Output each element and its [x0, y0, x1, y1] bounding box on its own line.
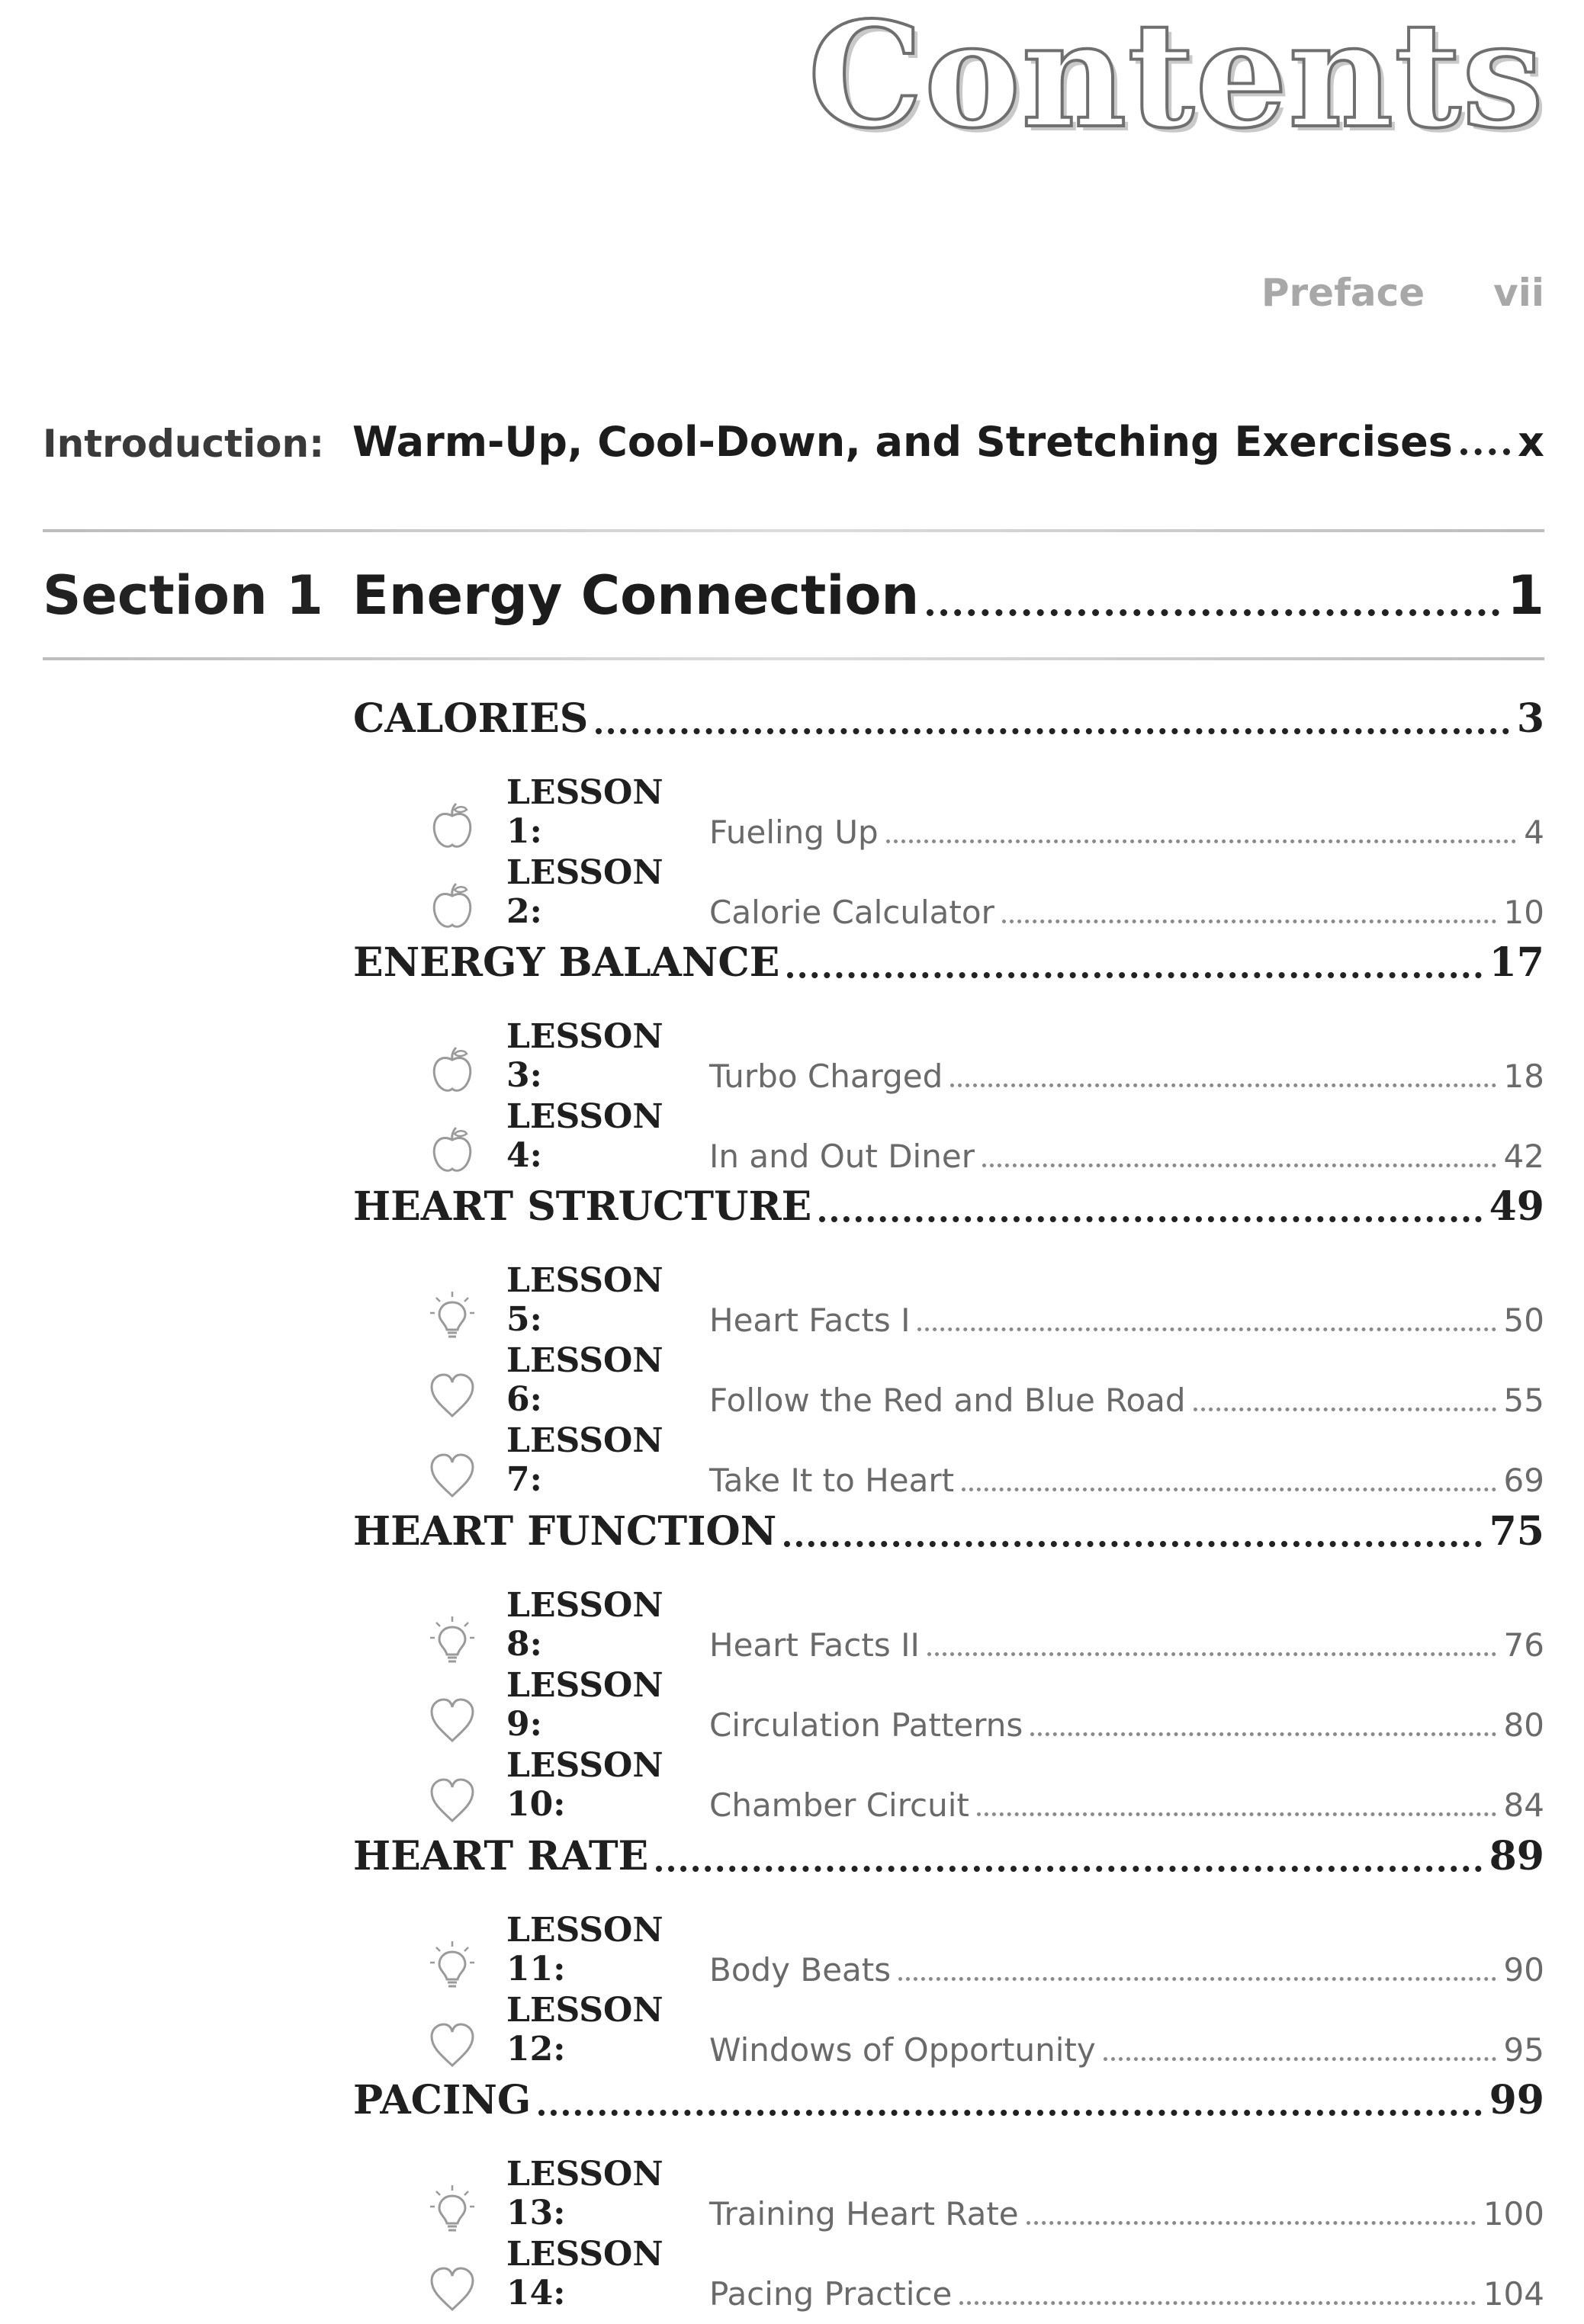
dot-leader: [819, 1216, 1481, 1222]
lesson-page: 100: [1483, 2195, 1544, 2233]
dot-leader: [982, 1164, 1496, 1167]
lesson-page: 10: [1503, 894, 1544, 931]
lesson-title: Calorie Calculator: [709, 894, 994, 931]
lesson-label: LESSON 1:: [506, 773, 663, 851]
lesson-label: LESSON 14:: [506, 2235, 663, 2313]
lesson-entry[interactable]: [427, 1261, 1544, 1339]
apple-icon: [426, 1045, 479, 1098]
lesson-title: Circulation Patterns: [709, 1706, 1023, 1744]
lesson-page: 42: [1503, 1138, 1544, 1175]
lesson-entry[interactable]: [427, 1421, 1544, 1499]
lesson-entry[interactable]: [427, 1911, 1544, 1989]
lesson-label: LESSON 4:: [506, 1097, 663, 1175]
dot-leader: [962, 1488, 1496, 1491]
lesson-entry[interactable]: [427, 1097, 1544, 1175]
topic-page: 89: [1489, 1833, 1544, 1879]
dot-leader: [950, 1083, 1496, 1087]
lesson-label: LESSON 12:: [506, 1991, 663, 2069]
divider-rule: [43, 529, 1544, 532]
dot-leader: [656, 1866, 1481, 1872]
section-entry[interactable]: [43, 564, 1544, 627]
topic-entry[interactable]: [353, 1508, 1544, 1555]
heart-icon: [426, 1693, 479, 1747]
dot-leader: [1194, 1408, 1496, 1411]
lesson-title: Pacing Practice: [709, 2275, 953, 2313]
lesson-page: 4: [1524, 814, 1544, 851]
heart-icon: [426, 1773, 479, 1827]
dot-leader: [977, 1812, 1496, 1816]
lesson-label: LESSON 5:: [506, 1261, 663, 1339]
lightbulb-icon: [426, 2182, 479, 2236]
topic-page: 3: [1516, 695, 1544, 742]
introduction-page: x: [1518, 418, 1544, 466]
lesson-label: LESSON 10:: [506, 1746, 663, 1824]
lesson-title: Chamber Circuit: [709, 1786, 969, 1824]
lesson-page: 104: [1483, 2275, 1544, 2313]
topic-page: 17: [1489, 939, 1544, 986]
lesson-entry[interactable]: [427, 1991, 1544, 2069]
topic-title: HEART STRUCTURE: [353, 1183, 812, 1230]
lesson-entry[interactable]: [427, 2235, 1544, 2313]
lesson-title: Training Heart Rate: [709, 2195, 1019, 2233]
lesson-label: LESSON 7:: [506, 1421, 663, 1499]
lesson-title: Follow the Red and Blue Road: [709, 1382, 1186, 1419]
topic-page: 75: [1489, 1508, 1544, 1555]
dot-leader: [784, 1541, 1481, 1547]
lesson-page: 18: [1503, 1058, 1544, 1095]
dot-leader: [1030, 1732, 1496, 1736]
lesson-title: Turbo Charged: [709, 1058, 943, 1095]
preface-page: vii: [1493, 271, 1544, 315]
lesson-entry[interactable]: [427, 853, 1544, 931]
lesson-page: 80: [1503, 1706, 1544, 1744]
lesson-title: Take It to Heart: [709, 1462, 955, 1499]
lesson-page: 69: [1503, 1462, 1544, 1499]
preface-label: Preface: [1261, 271, 1425, 315]
dot-leader: [959, 2301, 1476, 2305]
dot-leader: [1460, 448, 1510, 455]
dot-leader: [927, 609, 1499, 616]
lesson-title: Body Beats: [709, 1951, 892, 1989]
lesson-title: In and Out Diner: [709, 1138, 975, 1175]
introduction-label: Introduction:: [43, 422, 325, 466]
heart-icon: [426, 2262, 479, 2316]
lesson-entry[interactable]: [427, 1017, 1544, 1095]
introduction-entry[interactable]: [43, 418, 1544, 466]
topic-page: 99: [1489, 2077, 1544, 2123]
preface-entry[interactable]: [1261, 271, 1544, 315]
topic-entry[interactable]: [353, 1833, 1544, 1879]
introduction-title: Warm-Up, Cool-Down, and Stretching Exercises: [352, 418, 1453, 466]
heart-icon: [426, 1369, 479, 1422]
dot-leader: [927, 1652, 1496, 1656]
lesson-label: LESSON 2:: [506, 853, 663, 931]
topic-title: ENERGY BALANCE: [353, 939, 780, 986]
dot-leader: [538, 2110, 1481, 2116]
lesson-title: Windows of Opportunity: [709, 2031, 1096, 2069]
lightbulb-icon: [426, 1938, 479, 1992]
topic-entry[interactable]: [353, 939, 1544, 986]
dot-leader: [898, 1977, 1496, 1981]
lesson-entry[interactable]: [427, 1341, 1544, 1419]
topic-entry[interactable]: [353, 695, 1544, 742]
dot-leader: [787, 972, 1481, 978]
lesson-title: Heart Facts II: [709, 1626, 920, 1664]
heart-icon: [426, 1449, 479, 1502]
lesson-page: 76: [1503, 1626, 1544, 1664]
lightbulb-icon: [426, 1613, 479, 1667]
dot-leader: [917, 1327, 1496, 1331]
apple-icon: [426, 1125, 479, 1178]
lesson-label: LESSON 3:: [506, 1017, 663, 1095]
lesson-label: LESSON 13:: [506, 2155, 663, 2233]
topic-entry[interactable]: [353, 1183, 1544, 1230]
divider-rule: [43, 657, 1544, 660]
heart-icon: [426, 2018, 479, 2072]
lesson-page: 95: [1503, 2031, 1544, 2069]
topic-title: CALORIES: [353, 695, 589, 742]
dot-leader: [1027, 2221, 1476, 2225]
topic-page: 49: [1489, 1183, 1544, 1230]
lesson-entry[interactable]: [427, 2155, 1544, 2233]
topic-title: HEART RATE: [353, 1833, 649, 1879]
apple-icon: [426, 801, 479, 854]
apple-icon: [426, 881, 479, 934]
page-title: Contents: [808, 0, 1544, 160]
lesson-title: Fueling Up: [709, 814, 879, 851]
lesson-label: LESSON 6:: [506, 1341, 663, 1419]
dot-leader: [1002, 920, 1496, 923]
lesson-page: 84: [1503, 1786, 1544, 1824]
topic-title: PACING: [353, 2077, 532, 2123]
topic-entry[interactable]: [353, 2077, 1544, 2123]
lesson-page: 90: [1503, 1951, 1544, 1989]
lesson-label: LESSON 8:: [506, 1586, 663, 1664]
section-label: Section 1: [43, 564, 323, 627]
lightbulb-icon: [426, 1289, 479, 1342]
lesson-label: LESSON 11:: [506, 1911, 663, 1989]
section-page: 1: [1507, 564, 1544, 627]
lesson-title: Heart Facts I: [709, 1302, 911, 1339]
dot-leader: [886, 839, 1517, 843]
lesson-page: 55: [1503, 1382, 1544, 1419]
lesson-entry[interactable]: [427, 773, 1544, 851]
lesson-entry[interactable]: [427, 1586, 1544, 1664]
lesson-entry[interactable]: [427, 1666, 1544, 1744]
dot-leader: [596, 728, 1508, 734]
section-title: Energy Connection: [352, 564, 920, 627]
lesson-entry[interactable]: [427, 1746, 1544, 1824]
dot-leader: [1104, 2057, 1496, 2061]
lesson-label: LESSON 9:: [506, 1666, 663, 1744]
lesson-page: 50: [1503, 1302, 1544, 1339]
topic-title: HEART FUNCTION: [353, 1508, 777, 1555]
